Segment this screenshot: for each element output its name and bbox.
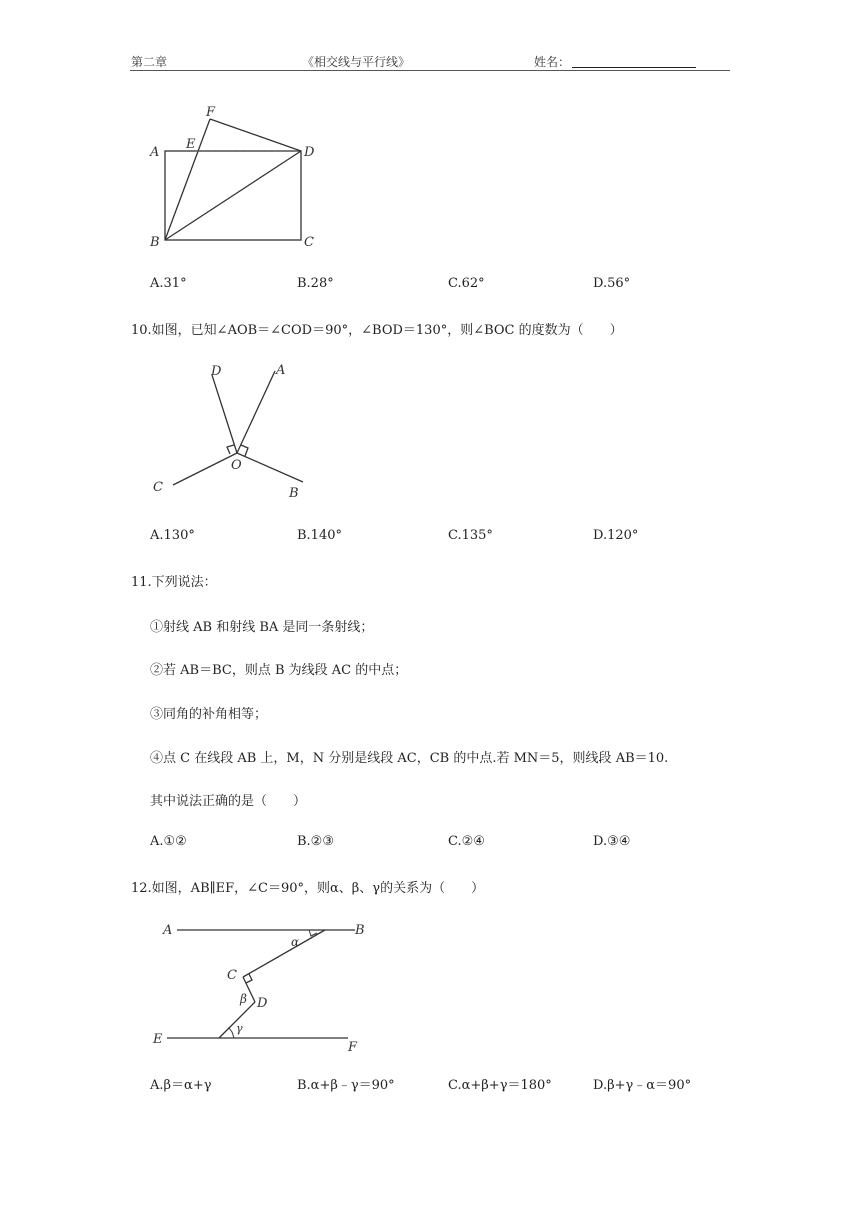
- q12-label-gamma: γ: [236, 1022, 243, 1035]
- q9-label-d: D: [304, 145, 315, 160]
- q12-option-b[interactable]: B.α+β﹣γ＝90°: [297, 1078, 395, 1093]
- q12-option-c[interactable]: C.α+β+γ＝180°: [448, 1078, 552, 1093]
- q10-right-angle-aob: [241, 445, 248, 456]
- q10-option-d[interactable]: D.120°: [593, 528, 639, 543]
- q12-label-e: E: [153, 1032, 163, 1047]
- q11-option-d[interactable]: D.③④: [593, 834, 631, 849]
- q12-label-a: A: [163, 923, 173, 938]
- q9-option-d[interactable]: D.56°: [593, 276, 631, 291]
- q9-segment-fd: [210, 119, 301, 151]
- q11-option-a[interactable]: A.①②: [150, 834, 187, 849]
- q10-option-b[interactable]: B.140°: [297, 528, 342, 543]
- name-blank[interactable]: [572, 67, 696, 68]
- q12-option-d[interactable]: D.β+γ﹣α＝90°: [593, 1078, 692, 1093]
- q12-stem: 12.如图，AB∥EF，∠C＝90°，则α、β、γ的关系为（ ）: [131, 881, 485, 896]
- q12-label-beta: β: [240, 992, 247, 1006]
- q10-ray-oc: [173, 453, 237, 485]
- q11-stem: 11.下列说法：: [131, 575, 217, 590]
- q12-label-f: F: [348, 1040, 358, 1055]
- q10-label-o: O: [231, 458, 242, 473]
- q9-label-c: C: [304, 235, 314, 250]
- q12-label-b: B: [355, 923, 365, 938]
- q10-ray-ob: [237, 453, 303, 482]
- q11-statement-4: ④点 C 在线段 AB 上，M，N 分别是线段 AC，CB 的中点.若 MN＝5，则线段 AB＝10.: [150, 751, 669, 766]
- q10-label-b: B: [289, 486, 299, 501]
- q10-option-a[interactable]: A.130°: [150, 528, 195, 543]
- q9-option-a[interactable]: A.31°: [150, 276, 187, 291]
- q12-arc-gamma: [229, 1028, 234, 1038]
- q10-stem: 10.如图，已知∠AOB＝∠COD＝90°，∠BOD＝130°，则∠BOC 的度数为（ ）: [131, 323, 623, 338]
- q11-statement-1: ①射线 AB 和射线 BA 是同一条射线；: [150, 620, 374, 635]
- q10-label-c: C: [153, 480, 163, 495]
- q11-question: 其中说法正确的是（ ）: [150, 794, 307, 809]
- q11-statement-2: ②若 AB＝BC，则点 B 为线段 AC 的中点；: [150, 663, 408, 678]
- q9-figure: [140, 100, 330, 255]
- name-label: 姓名：: [534, 55, 571, 69]
- q12-figure: [145, 915, 375, 1055]
- q12-label-alpha: α: [291, 935, 300, 949]
- q10-ray-od: [212, 375, 237, 453]
- q10-label-a: A: [276, 363, 286, 378]
- q11-option-b[interactable]: B.②③: [297, 834, 334, 849]
- q12-option-a[interactable]: A.β＝α+γ: [150, 1078, 212, 1093]
- q9-label-a: A: [150, 145, 160, 160]
- q10-label-d: D: [211, 364, 222, 379]
- chapter-title: 《相交线与平行线》: [302, 55, 411, 69]
- q11-option-c[interactable]: C.②④: [448, 834, 485, 849]
- q11-statement-3: ③同角的补角相等；: [150, 707, 268, 722]
- q12-label-c: C: [227, 968, 237, 983]
- q9-option-b[interactable]: B.28°: [297, 276, 334, 291]
- q9-label-f: F: [206, 105, 216, 120]
- q9-option-c[interactable]: C.62°: [448, 276, 485, 291]
- q12-label-d: D: [257, 996, 268, 1011]
- q9-diagonal-bd: [165, 151, 301, 240]
- q9-label-e: E: [186, 137, 196, 152]
- q10-right-angle-cod: [227, 445, 234, 454]
- chapter-label: 第二章: [131, 55, 168, 69]
- q10-option-c[interactable]: C.135°: [448, 528, 493, 543]
- q12-segment-bc: [243, 930, 325, 977]
- header-rule: [130, 70, 730, 71]
- q10-ray-oa: [237, 371, 275, 453]
- q9-label-b: B: [150, 235, 160, 250]
- q10-figure: [145, 355, 315, 505]
